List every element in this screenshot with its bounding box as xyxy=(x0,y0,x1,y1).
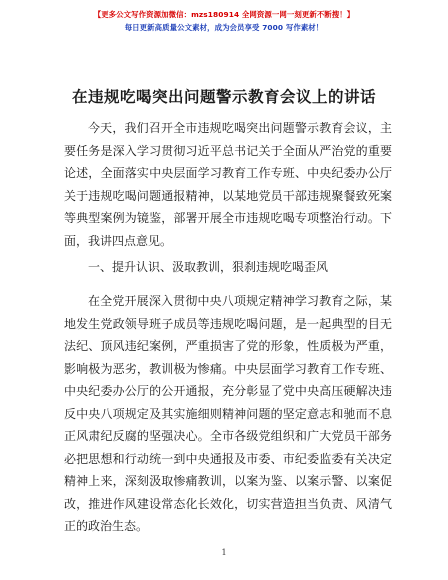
promo-banner-line2: 每日更新高质量公文素材，成为会员享受 7000 写作素材！ xyxy=(124,23,324,32)
document-title: 在违规吃喝突出问题警示教育会议上的讲话 xyxy=(71,88,376,106)
paragraph-section-1: 在全党开展深入贯彻中央八项规定精神学习教育之际，某地发生党政领导班子成员等违规吃喝问题，是一起典型的目无法纪、顶风违纪案例，严重损害了党的形象，性质极为严重，影响极为恶劣，教训极为惨痛。中央层面学习教育工作专班、中央纪委办公厅的公开通报，充分彰显了党中央高压硬解决违反中央八项规定及其实施细则精神问题的坚定意志和驰而不息正风肃纪反腐的坚强决心。全市各级党组织和广大党员干部务必把思想和行动统一到中央通报及市委、市纪委监委有关决定精神上来，深刻汲取惨痛教训，以案为鉴、以案示警、以案促改，推进作风建设常态化长效化，切实营造担当负责、风清气正的政治生态。 xyxy=(64,294,392,533)
paragraph-intro: 今天，我们召开全市违规吃喝突出问题警示教育会议，主要任务是深入学习贯彻习近平总书记关于全面从严治党的重要论述，全面落实中央层面学习教育工作专班、中央纪委办公厅关于违规吃喝问题通报精神，以某地党员干部违规聚餐致死案等典型案例为镜鉴，部署开展全市违规吃喝专项整治行动。下面，我讲四点意见。 xyxy=(64,121,392,248)
promo-banner-line1: 【更多公文写作资源加微信：mzs180914 全网资源一网一刻更新不断搜！】 xyxy=(93,10,355,19)
page-number: 1 xyxy=(221,548,227,557)
promo-banner xyxy=(0,8,448,34)
section-heading-1: 一、提升认识、汲取教训，狠刹违规吃喝歪风 xyxy=(88,260,329,274)
